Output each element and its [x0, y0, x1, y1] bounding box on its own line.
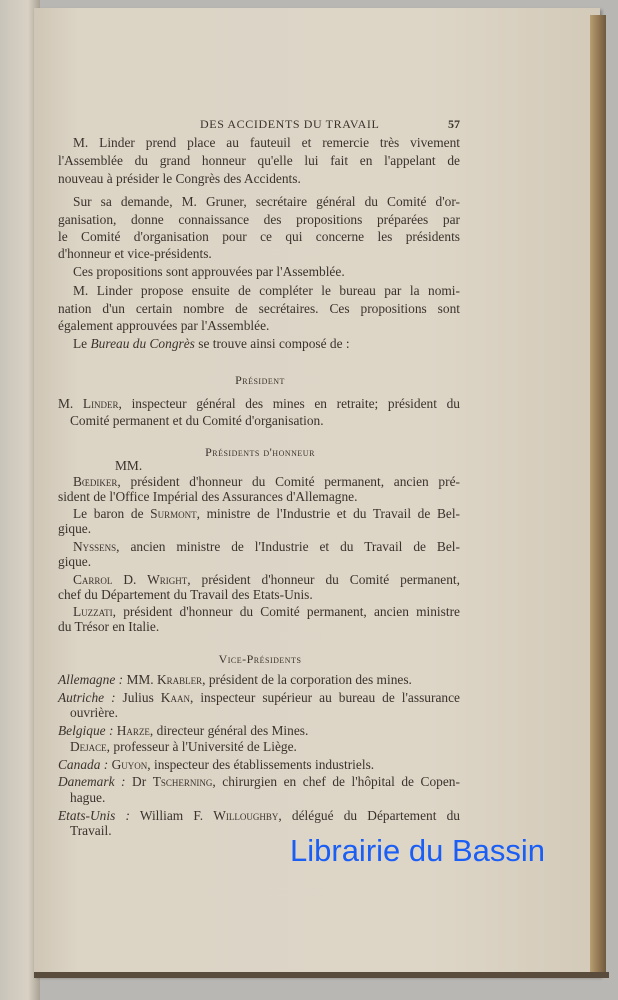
text-line — [70, 740, 460, 754]
text-line: M. Linder prend place au fauteuil et remercie très vivement — [73, 135, 460, 150]
person-name: Tscherning, — [152, 774, 216, 789]
text-line: nation d'un certain nombre de secrétaires. Ces propositions sont — [58, 301, 460, 316]
text-line: d'honneur et vice-présidents. — [58, 246, 212, 261]
text: Dr — [132, 774, 147, 789]
text-line — [58, 691, 460, 705]
text: Le baron de — [73, 506, 144, 521]
person-name: Nyssens, — [73, 539, 120, 554]
text-line: M. Linder propose ensuite de compléter le bureau par la nomi- — [73, 283, 460, 298]
text: inspecteur général des mines en retraite; président du — [131, 396, 460, 411]
text: président d'honneur du Comité permanent, — [201, 572, 460, 587]
text: directeur général des Mines. — [156, 723, 309, 738]
text-line: l'Assemblée du grand honneur qu'elle lui fait en l'appelant de — [58, 153, 460, 168]
text: Le — [73, 336, 88, 351]
page-number: 57 — [448, 117, 460, 131]
country: Danemark : — [58, 774, 126, 789]
text-line — [73, 573, 460, 587]
text-line: gique. — [58, 554, 92, 569]
text: inspecteur des établissements industriels. — [153, 757, 375, 772]
person-name: Krabler, — [156, 672, 206, 687]
country: Allemagne : — [58, 672, 124, 687]
text-line — [73, 507, 460, 521]
text: MM. — [126, 672, 154, 687]
person-name: Willoughby, — [213, 808, 282, 823]
text-line: Travail. — [70, 823, 112, 838]
text: président d'honneur du Comité permanent, ancien pré- — [130, 474, 460, 489]
text-line — [58, 775, 460, 789]
person-name: Dejace, — [70, 739, 111, 754]
text-line — [58, 397, 460, 411]
text-line — [73, 337, 460, 351]
person-name: Surmont, — [150, 506, 200, 521]
text-line: chef du Département du Travail des Etats-Unis. — [58, 587, 313, 602]
text: Julius — [122, 690, 154, 705]
text-line — [58, 673, 460, 687]
running-header — [60, 117, 460, 131]
person-name: Carrol D. Wright, — [73, 572, 191, 587]
text-line: du Trésor en Italie. — [58, 619, 160, 634]
text: chirurgien en chef de l'hôpital de Copen- — [222, 774, 460, 789]
watermark: Librairie du Bassin — [290, 833, 546, 868]
text-line: Sur sa demande, M. Gruner, secrétaire général du Comité d'or- — [73, 194, 460, 209]
text-line — [58, 724, 460, 738]
text: président de la corporation des mines. — [208, 672, 412, 687]
mm-label: MM. — [115, 458, 143, 473]
person-name: Kaan, — [160, 690, 194, 705]
text-line: nouveau à présider le Congrès des Accidents. — [58, 171, 301, 186]
text: professeur à l'Université de Liège. — [113, 739, 297, 754]
text-line: également approuvées par l'Assemblée. — [58, 318, 270, 333]
text: délégué du Département du — [291, 808, 460, 823]
text: président d'honneur du Comité permanent, ancien ministre — [123, 604, 460, 619]
text-line: le Comité d'organisation pour ce qui concerne les présidents — [58, 229, 460, 244]
country: Canada : — [58, 757, 109, 772]
person-name: Bœdiker, — [73, 474, 121, 489]
book-bottom-edge — [34, 972, 609, 978]
italic-text: Bureau du Congrès — [90, 336, 195, 351]
country: Etats-Unis : — [58, 808, 130, 823]
text-line: gique. — [58, 521, 92, 536]
text-line — [73, 475, 460, 489]
text: ministre de l'Industrie et du Travail de Bel- — [206, 506, 460, 521]
person-name: Guyon, — [111, 757, 151, 772]
person-name: Harze, — [116, 723, 154, 738]
country: Belgique : — [58, 723, 114, 738]
text-line — [73, 540, 460, 554]
text-line — [58, 758, 460, 772]
running-title: DES ACCIDENTS DU TRAVAIL — [200, 117, 380, 131]
text: se trouve ainsi composé de : — [198, 336, 350, 351]
section-heading-vice: Vice-Présidents — [218, 652, 302, 666]
text-line: ganisation, donne connaissance des propositions préparées par — [58, 212, 460, 227]
country: Autriche : — [58, 690, 116, 705]
section-heading-honneur: Présidents d'honneur — [205, 445, 315, 459]
text-line: hague. — [70, 790, 106, 805]
person-name: M. Linder, — [58, 396, 122, 411]
text-line: ouvrière. — [70, 705, 118, 720]
text-line: sident de l'Office Impérial des Assurances d'Allemagne. — [58, 489, 358, 504]
text-line — [73, 605, 460, 619]
page-edges — [590, 15, 606, 975]
text: inspecteur supérieur au bureau de l'assurance — [200, 690, 460, 705]
text: ancien ministre de l'Industrie et du Travail de Bel- — [130, 539, 460, 554]
section-heading-president: Président — [235, 373, 285, 387]
text-line: Ces propositions sont approuvées par l'Assemblée. — [73, 264, 345, 279]
text-line — [58, 809, 460, 823]
text: William F. — [139, 808, 204, 823]
person-name: Luzzati, — [73, 604, 117, 619]
text-line: Comité permanent et du Comité d'organisation. — [70, 413, 324, 428]
